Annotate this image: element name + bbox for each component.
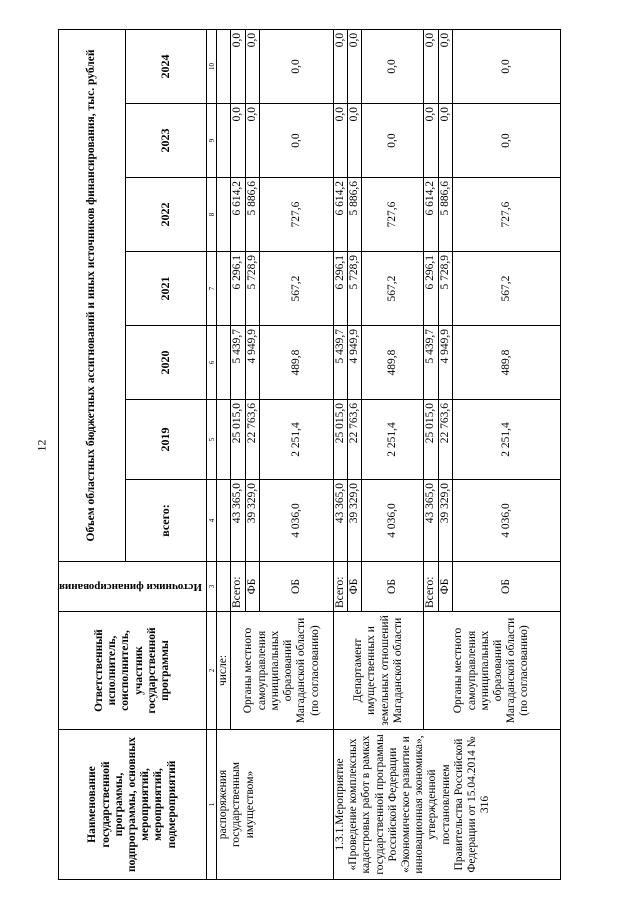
source-cell: ОБ [362,562,424,612]
value-cell: 22 763,6 [348,400,362,480]
value-cell: 5 728,9 [245,252,259,326]
column-number: 8 [207,178,217,252]
value-cell: 0,0 [245,29,259,103]
value-cell: 5 886,6 [348,178,362,252]
source-cell: Всего: [231,562,245,612]
header-total: всего: [126,480,207,562]
value-cell: 39 329,0 [348,480,362,562]
value-cell: 5 439,7 [424,326,438,400]
column-number: 4 [207,480,217,562]
column-number: 3 [207,562,217,612]
value-cell: 0,0 [348,29,362,103]
value-cell: 43 365,0 [333,480,347,562]
value-cell: 5 728,9 [348,252,362,326]
value-cell: 5 886,6 [245,178,259,252]
column-number: 7 [207,252,217,326]
value-cell: 0,0 [438,104,452,178]
table-row [333,29,347,879]
value-cell: 6 614,2 [231,178,245,252]
value-cell: 0,0 [362,104,424,178]
value-cell: 5 886,6 [438,178,452,252]
executor-cell: Органы местного самоуправления муниципальных образований Магаданской области (по согласованию) [231,612,333,730]
executor-cell: числе: [217,612,231,730]
table-row [217,29,231,879]
header-year: 2023 [126,104,207,178]
value-cell: 2 251,4 [452,400,560,480]
column-number: 6 [207,326,217,400]
header-year: 2019 [126,400,207,480]
column-number: 5 [207,400,217,480]
value-cell: 0,0 [333,29,347,103]
value-cell: 0,0 [245,104,259,178]
value-cell: 4 036,0 [452,480,560,562]
value-cell: 43 365,0 [231,480,245,562]
value-cell: 25 015,0 [424,400,438,480]
executor-cell: Департамент имущественных и земельных отношений Магаданской области [333,612,423,730]
value-cell: 4 036,0 [259,480,333,562]
header-year: 2021 [126,252,207,326]
value-cell: 4 949,9 [438,326,452,400]
value-cell: 0,0 [231,29,245,103]
header-year: 2022 [126,178,207,252]
header-source: Источники финансирования [59,562,207,612]
header-name: Наименование государственной программы, подпрограммы, основных мероприятий, мероприятий, подмероприятий [59,730,207,880]
source-cell: ОБ [259,562,333,612]
value-cell: 22 763,6 [438,400,452,480]
program-name-cell: распоряжения государственным имуществом» [217,730,334,880]
value-cell: 0,0 [438,29,452,103]
page-number: 12 [34,439,49,452]
value-cell: 0,0 [362,29,424,103]
source-cell: ФБ [438,562,452,612]
executor-cell: Органы местного самоуправления муниципальных образований Магаданской области (по согласованию) [424,612,560,730]
value-cell: 0,0 [259,29,333,103]
funding-table [58,29,561,880]
value-cell: 489,8 [452,326,560,400]
value-cell: 0,0 [259,104,333,178]
value-cell: 0,0 [231,104,245,178]
value-cell: 5 439,7 [231,326,245,400]
value-cell: 6 614,2 [333,178,347,252]
value-cell: 43 365,0 [424,480,438,562]
value-cell: 567,2 [362,252,424,326]
header-executor: Ответственный исполнитель, соисполнитель, участник государственной программы [59,612,207,730]
value-cell: 39 329,0 [438,480,452,562]
value-cell: 4 949,9 [245,326,259,400]
header-funding: Объем областных бюджетных ассигнований и иных источников финансирования, тыс. рублей [59,29,126,561]
value-cell: 5 728,9 [438,252,452,326]
value-cell: 489,8 [362,326,424,400]
value-cell: 6 296,1 [333,252,347,326]
value-cell: 727,6 [452,178,560,252]
source-cell: ФБ [245,562,259,612]
program-name-cell: 1.3.1.Мероприятие «Проведение комплексных кадастровых работ в рамках государственной программы Российской Федерации «Экономическое развитие и инновационная экономика», утвержденной постановлением Правительства Российской Федерации от 15.04.2014 № 316 [333,730,560,880]
value-cell: 39 329,0 [245,480,259,562]
value-cell: 25 015,0 [333,400,347,480]
column-number: 2 [207,612,217,730]
header-year: 2024 [126,29,207,103]
source-cell: Всего: [424,562,438,612]
value-cell: 0,0 [452,104,560,178]
value-cell: 2 251,4 [259,400,333,480]
column-number: 1 [207,730,217,880]
value-cell: 727,6 [362,178,424,252]
value-cell: 5 439,7 [333,326,347,400]
value-cell: 0,0 [348,104,362,178]
value-cell: 0,0 [333,104,347,178]
source-cell: ФБ [348,562,362,612]
header-year: 2020 [126,326,207,400]
value-cell: 6 614,2 [424,178,438,252]
value-cell: 0,0 [424,104,438,178]
value-cell: 2 251,4 [362,400,424,480]
value-cell: 4 036,0 [362,480,424,562]
value-cell: 567,2 [259,252,333,326]
value-cell: 0,0 [424,29,438,103]
rotated-table-page [58,30,628,880]
value-cell: 6 296,1 [231,252,245,326]
source-cell: Всего: [333,562,347,612]
value-cell: 489,8 [259,326,333,400]
value-cell: 0,0 [452,29,560,103]
value-cell: 22 763,6 [245,400,259,480]
value-cell: 727,6 [259,178,333,252]
value-cell: 567,2 [452,252,560,326]
column-number: 9 [207,104,217,178]
value-cell: 25 015,0 [231,400,245,480]
source-cell: ОБ [452,562,560,612]
value-cell: 6 296,1 [424,252,438,326]
column-number: 10 [207,29,217,103]
column-number-row [207,29,217,879]
value-cell: 4 949,9 [348,326,362,400]
